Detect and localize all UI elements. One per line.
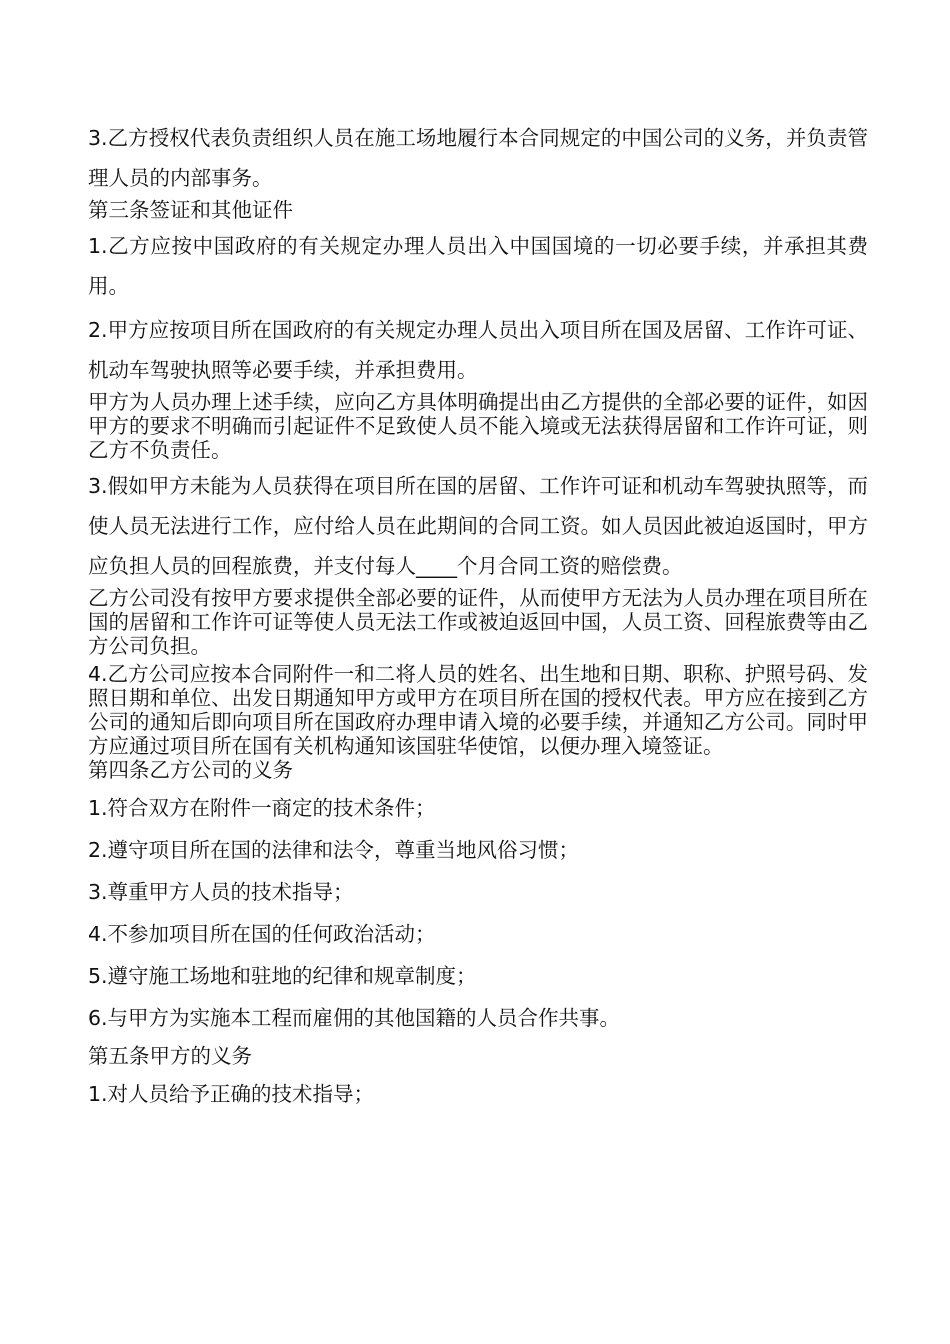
document-page <box>88 118 868 1106</box>
article-4-item-5: 5.遵守施工场地和驻地的纪律和规章制度； <box>88 964 477 988</box>
article-4-item-4: 4.不参加项目所在国的任何政治活动； <box>88 922 436 946</box>
article-3-item-3-note: 乙方公司没有按甲方要求提供全部必要的证件，从而使甲方无法为人员办理在项目所在国的居留和工作许可证等使人员无法工作或被迫返回中国，人员工资、回程旅费等由乙方公司负担。 <box>88 586 868 658</box>
article-3-heading: 第三条签证和其他证件 <box>88 198 293 222</box>
article-4-heading: 第四条乙方公司的义务 <box>88 758 293 782</box>
article-4-item-1: 1.符合双方在附件一商定的技术条件； <box>88 796 436 820</box>
article-4-item-3: 3.尊重甲方人员的技术指导； <box>88 880 354 904</box>
clause-2-item-3: 3.乙方授权代表负责组织人员在施工场地履行本合同规定的中国公司的义务，并负责管理人员的内部事务。 <box>88 126 868 190</box>
article-3-item-4: 4.乙方公司应按本合同附件一和二将人员的姓名、出生地和日期、职称、护照号码、发照日期和单位、出发日期通知甲方或甲方在项目所在国的授权代表。甲方应在接到乙方公司的通知后即向项目所在国政府办理申请入境的必要手续，并通知乙方公司。同时甲方应通过项目所在国有关机构通知该国驻华使馆，以便办理入境签证。 <box>88 662 868 758</box>
article-4-item-2: 2.遵守项目所在国的法律和法令，尊重当地风俗习惯； <box>88 838 580 862</box>
article-3-item-1: 1.乙方应按中国政府的有关规定办理人员出入中国国境的一切必要手续，并承担其费用。 <box>88 234 868 298</box>
article-3-item-2-note: 甲方为人员办理上述手续，应向乙方具体明确提出由乙方提供的全部必要的证件，如因甲方的要求不明确而引起证件不足致使人员不能入境或无法获得居留和工作许可证，则乙方不负责任。 <box>88 390 868 462</box>
article-4-item-6: 6.与甲方为实施本工程而雇佣的其他国籍的人员合作共事。 <box>88 1006 621 1030</box>
article-3-item-2: 2.甲方应按项目所在国政府的有关规定办理人员出入项目所在国及居留、工作许可证、机动车驾驶执照等必要手续，并承担费用。 <box>88 318 868 382</box>
article-3-item-3: 3.假如甲方未能为人员获得在项目所在国的居留、工作许可证和机动车驾驶执照等，而使人员无法进行工作，应付给人员在此期间的合同工资。如人员因此被迫返国时，甲方应负担人员的回程旅费，并支付每人____个月合同工资的赔偿费。 <box>88 474 868 578</box>
article-5-item-1: 1.对人员给予正确的技术指导； <box>88 1082 375 1106</box>
article-5-heading: 第五条甲方的义务 <box>88 1044 252 1068</box>
